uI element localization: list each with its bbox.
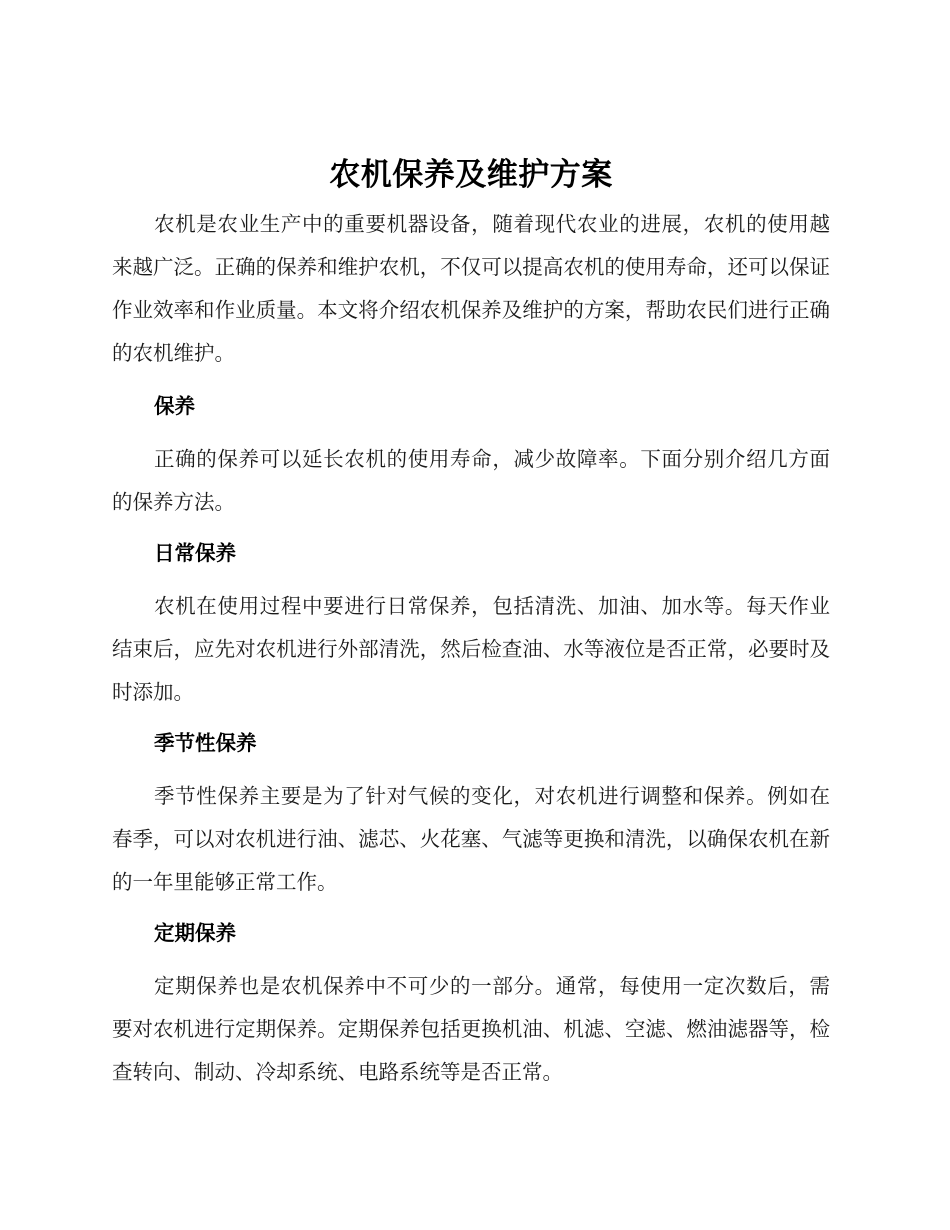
section-heading-periodic-maintenance: 定期保养 xyxy=(154,921,236,945)
section-body-maintenance: 正确的保养可以延长农机的使用寿命，减少故障率。下面分别介绍几方面的保养方法。 xyxy=(112,447,830,514)
section-heading-seasonal-maintenance: 季节性保养 xyxy=(154,731,257,755)
section-body-seasonal-maintenance: 季节性保养主要是为了针对气候的变化，对农机进行调整和保养。例如在春季，可以对农机进行油、滤芯、火花塞、气滤等更换和清洗，以确保农机在新的一年里能够正常工作。 xyxy=(112,784,830,894)
document-content xyxy=(112,150,830,1094)
section-heading-maintenance: 保养 xyxy=(154,394,195,418)
intro-paragraph: 农机是农业生产中的重要机器设备，随着现代农业的进展，农机的使用越来越广泛。正确的保养和维护农机，不仅可以提高农机的使用寿命，还可以保证作业效率和作业质量。本文将介绍农机保养及维护的方案，帮助农民们进行正确的农机维护。 xyxy=(112,212,830,365)
document-title: 农机保养及维护方案 xyxy=(329,157,613,193)
section-heading-daily-maintenance: 日常保养 xyxy=(154,541,236,565)
section-body-daily-maintenance: 农机在使用过程中要进行日常保养，包括清洗、加油、加水等。每天作业结束后，应先对农机进行外部清洗，然后检查油、水等液位是否正常，必要时及时添加。 xyxy=(112,594,830,704)
section-body-periodic-maintenance: 定期保养也是农机保养中不可少的一部分。通常，每使用一定次数后，需要对农机进行定期保养。定期保养包括更换机油、机滤、空滤、燃油滤器等，检查转向、制动、冷却系统、电路系统等是否正常。 xyxy=(112,974,830,1084)
